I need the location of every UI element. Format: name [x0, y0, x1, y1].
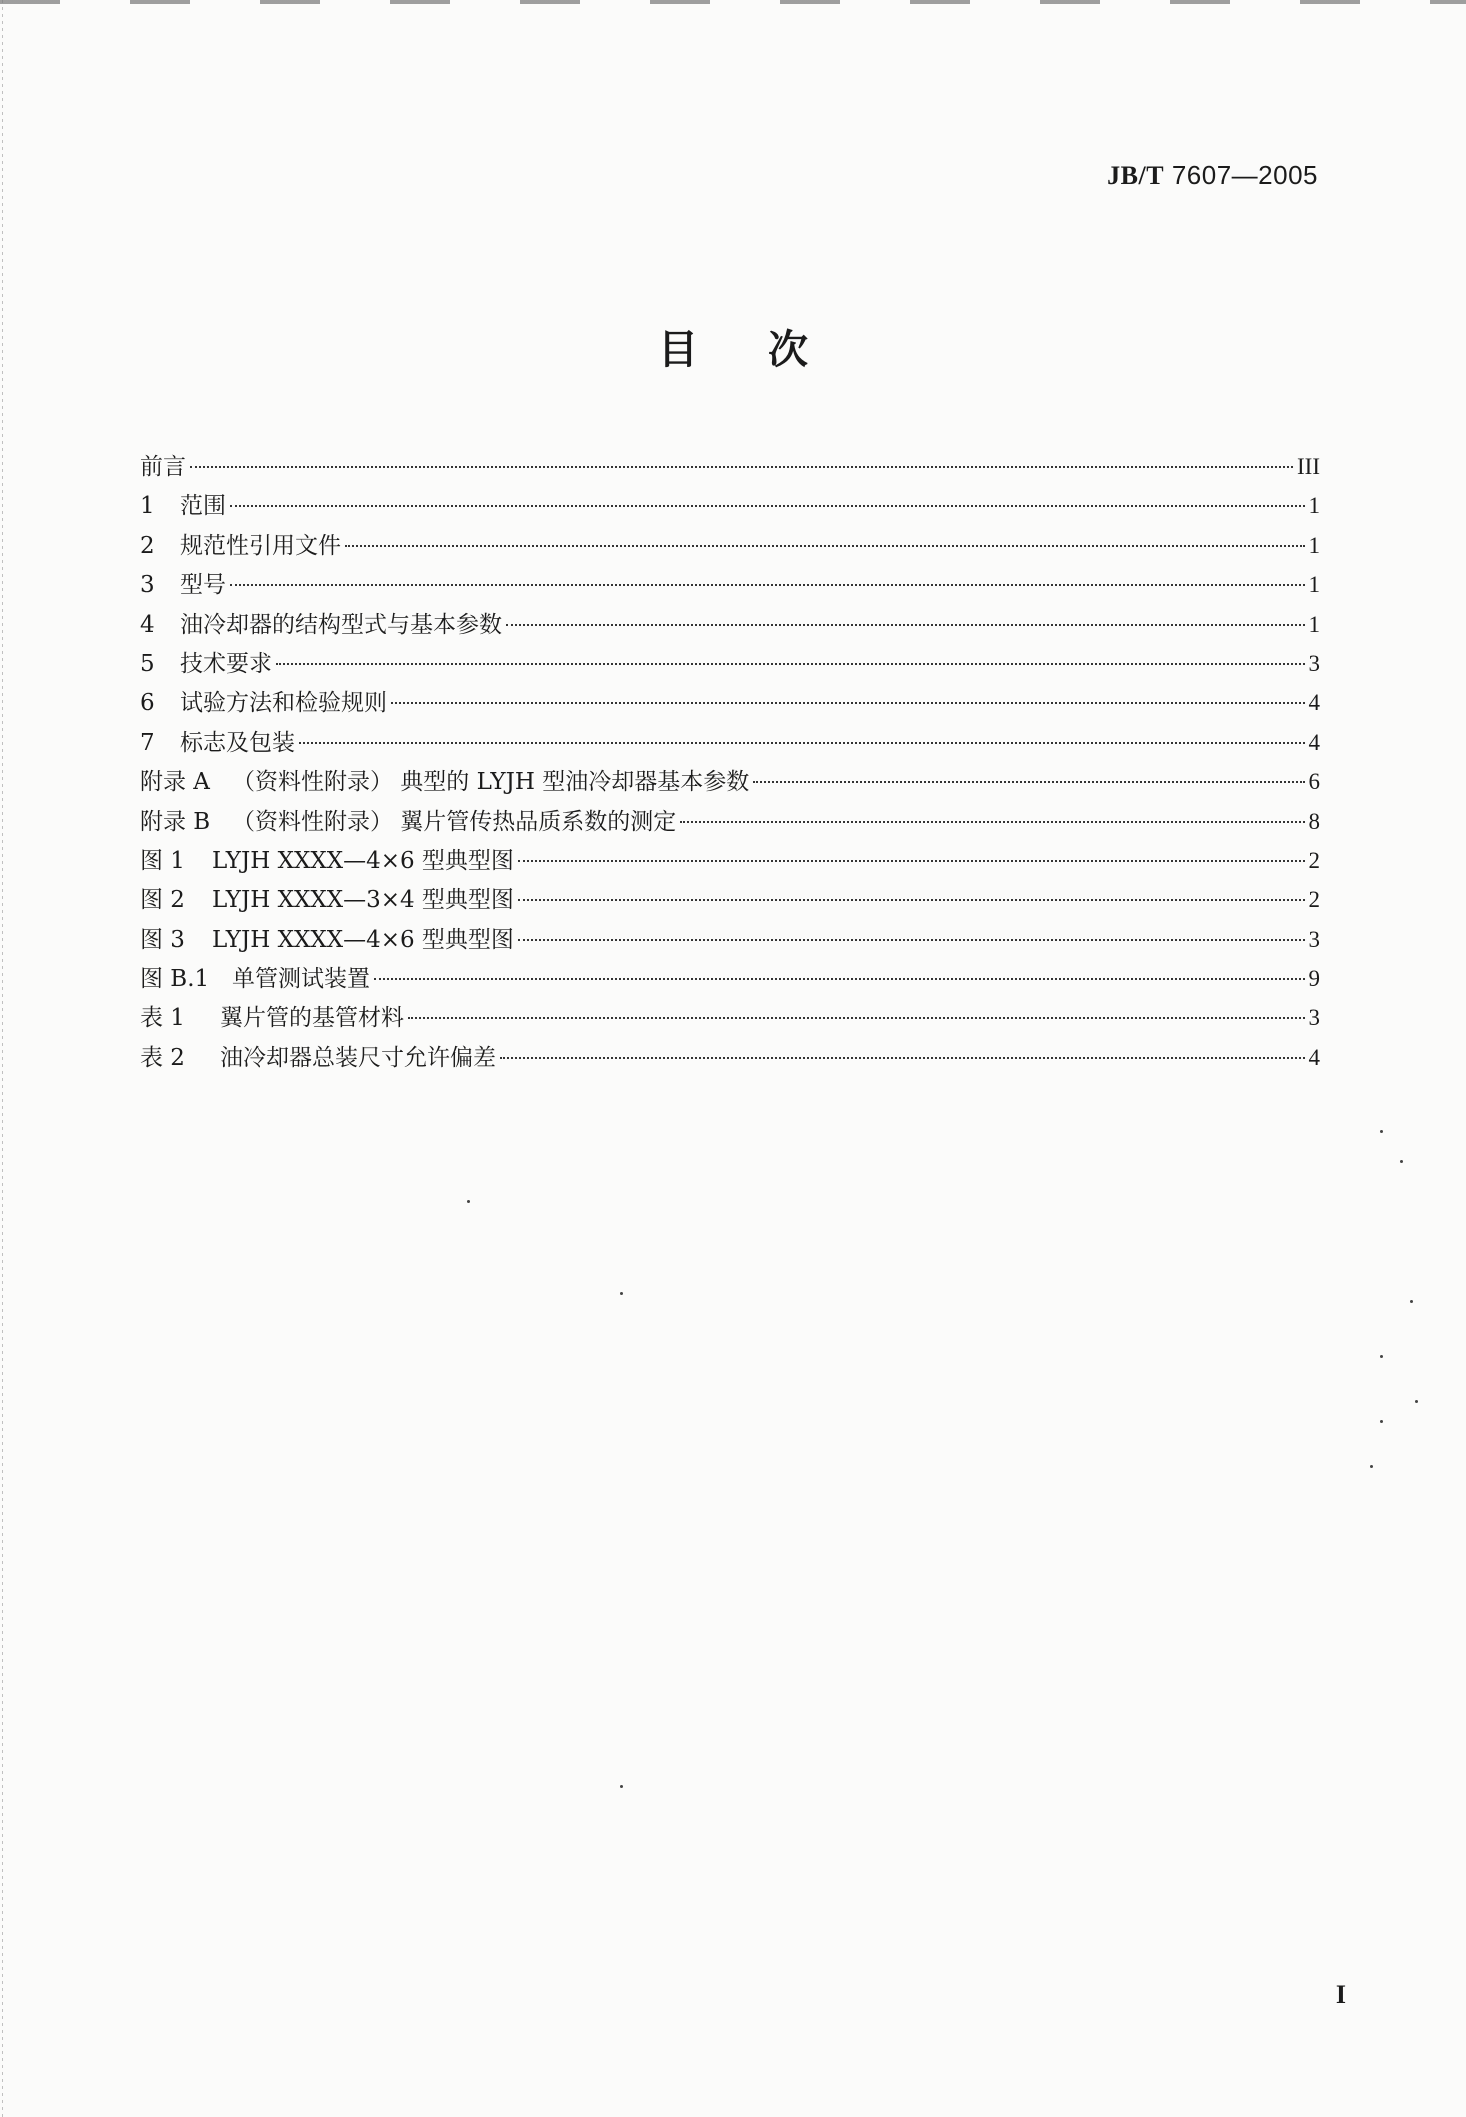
document-code-number: 7607—2005 — [1164, 160, 1318, 190]
toc-entry[interactable] — [140, 880, 1320, 919]
toc-leader-dots — [374, 978, 1305, 980]
toc-leader-dots — [345, 545, 1305, 547]
toc-entry-number: 4 — [140, 611, 155, 638]
toc-entry-page: 2 — [1308, 847, 1320, 873]
toc-entry-label: LYJH XXXX—3×4 型典型图 — [212, 887, 514, 914]
toc-entry-number: 1 — [140, 493, 155, 520]
toc-leader-dots — [230, 584, 1305, 586]
toc-entry-number: 表 1 — [140, 1005, 185, 1032]
toc-entry-number: 3 — [140, 572, 155, 599]
toc-leader-dots — [408, 1017, 1305, 1019]
toc-leader-dots — [518, 939, 1305, 941]
toc-leader-dots — [518, 899, 1305, 901]
toc-entry-page: 4 — [1308, 729, 1320, 755]
scan-edge-top — [0, 0, 1466, 4]
scan-speck — [1380, 1355, 1383, 1358]
toc-entry[interactable] — [140, 802, 1320, 841]
toc-leader-dots — [276, 663, 1305, 665]
toc-entry[interactable] — [140, 920, 1320, 959]
toc-entry-page: 8 — [1308, 808, 1320, 834]
scan-speck — [1370, 1465, 1373, 1468]
toc-entry-number: 图 3 — [140, 926, 185, 953]
toc-entry-page: III — [1297, 454, 1320, 479]
scan-speck — [467, 1200, 470, 1203]
scan-speck — [1400, 1160, 1403, 1163]
toc-entry-number: 附录 B — [140, 808, 211, 835]
toc-entry-label: 试验方法和检验规则 — [180, 690, 387, 717]
toc-entry-label: （资料性附录） 翼片管传热品质系数的测定 — [232, 808, 677, 835]
toc-entry[interactable] — [140, 959, 1320, 998]
toc-leader-dots — [391, 702, 1305, 704]
toc-entry-page: 1 — [1308, 572, 1320, 598]
toc-leader-dots — [500, 1057, 1305, 1059]
toc-entry[interactable] — [140, 605, 1320, 644]
toc-leader-dots — [680, 821, 1304, 823]
toc-entry-number: 图 B.1 — [140, 966, 210, 993]
toc-entry[interactable] — [140, 762, 1320, 801]
scan-speck — [620, 1785, 623, 1788]
document-code — [1107, 160, 1318, 191]
toc-entry-number: 图 2 — [140, 887, 185, 914]
toc-entry-number: 图 1 — [140, 847, 185, 874]
toc-leader-dots — [190, 466, 1293, 468]
toc-entry-page: 4 — [1308, 1044, 1320, 1070]
toc-entry-page: 1 — [1308, 532, 1320, 558]
toc-entry[interactable] — [140, 644, 1320, 683]
toc-entry[interactable] — [140, 723, 1320, 762]
toc-entry-page: 3 — [1308, 1005, 1320, 1031]
scan-speck — [620, 1292, 623, 1295]
toc-leader-dots — [518, 860, 1305, 862]
toc-leader-dots — [753, 781, 1304, 783]
toc-entry-page: 9 — [1308, 966, 1320, 992]
page-title: 目次 — [658, 327, 878, 373]
toc-entry[interactable] — [140, 447, 1320, 486]
toc-entry-page: 2 — [1308, 887, 1320, 913]
toc-entry-label: LYJH XXXX—4×6 型典型图 — [212, 926, 514, 953]
toc-entry[interactable] — [140, 841, 1320, 880]
toc-entry[interactable] — [140, 683, 1320, 722]
toc-entry-label: 型号 — [180, 572, 226, 599]
page-number: I — [1335, 1980, 1346, 2009]
toc-entry-label: 范围 — [180, 493, 226, 520]
toc-entry-label: 油冷却器的结构型式与基本参数 — [180, 611, 502, 638]
toc-entry[interactable] — [140, 565, 1320, 604]
toc-entry[interactable] — [140, 526, 1320, 565]
scan-speck — [1415, 1400, 1418, 1403]
table-of-contents — [140, 447, 1320, 1077]
toc-entry-page: 6 — [1308, 769, 1320, 795]
toc-entry-page: 3 — [1308, 650, 1320, 676]
toc-entry-number: 5 — [140, 650, 155, 677]
toc-entry-label: 单管测试装置 — [232, 966, 370, 993]
toc-leader-dots — [299, 742, 1305, 744]
scan-speck — [1380, 1420, 1383, 1423]
toc-leader-dots — [506, 624, 1305, 626]
toc-entry-label: 标志及包装 — [180, 729, 295, 756]
toc-entry-page: 4 — [1308, 690, 1320, 716]
toc-entry-label: 翼片管的基管材料 — [220, 1005, 404, 1032]
document-code-prefix: JB/T — [1107, 161, 1165, 190]
toc-leader-dots — [230, 505, 1305, 507]
toc-entry-number: 2 — [140, 532, 155, 559]
toc-entry[interactable] — [140, 1038, 1320, 1077]
scan-speck — [1380, 1130, 1383, 1133]
toc-entry[interactable] — [140, 486, 1320, 525]
toc-entry-number: 表 2 — [140, 1044, 185, 1071]
toc-entry-page: 1 — [1308, 611, 1320, 637]
toc-entry[interactable] — [140, 998, 1320, 1037]
toc-entry-label: LYJH XXXX—4×6 型典型图 — [212, 847, 514, 874]
toc-entry-label: 技术要求 — [180, 650, 272, 677]
toc-entry-page: 1 — [1308, 493, 1320, 519]
toc-entry-label: 规范性引用文件 — [180, 532, 341, 559]
toc-entry-number: 7 — [140, 729, 155, 756]
toc-entry-label: 前言 — [140, 454, 186, 480]
toc-entry-number: 6 — [140, 690, 155, 717]
toc-entry-number: 附录 A — [140, 769, 210, 796]
toc-entry-label: （资料性附录） 典型的 LYJH 型油冷却器基本参数 — [232, 769, 750, 796]
toc-entry-page: 3 — [1308, 926, 1320, 952]
toc-entry-label: 油冷却器总装尺寸允许偏差 — [220, 1044, 496, 1071]
scan-speck — [1410, 1300, 1413, 1303]
